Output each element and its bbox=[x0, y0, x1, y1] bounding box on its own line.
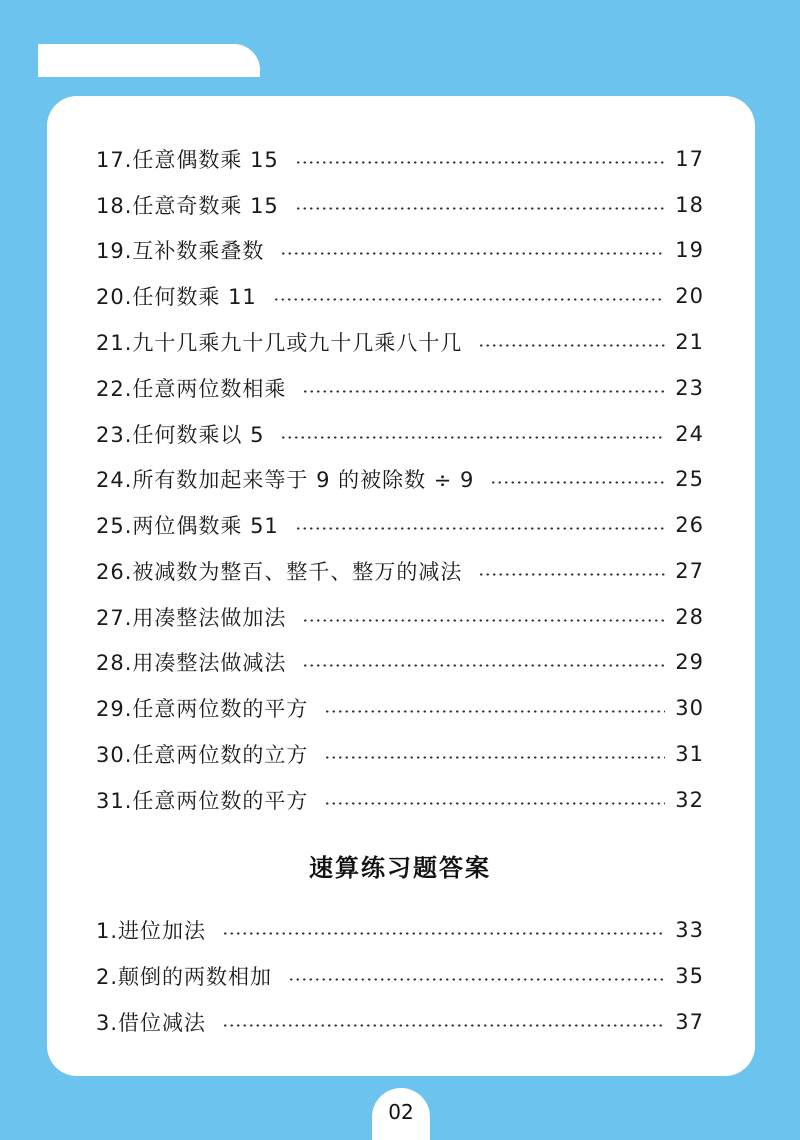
dot-leader bbox=[324, 802, 665, 805]
toc-entry-title: 21.九十几乘九十几或九十几乘八十几 bbox=[96, 331, 463, 355]
toc-entry-page: 29 bbox=[675, 650, 704, 674]
toc-entry[interactable] bbox=[96, 325, 704, 359]
toc-entry[interactable] bbox=[96, 371, 704, 405]
toc-entry-title: 22.任意两位数相乘 bbox=[96, 377, 287, 401]
toc-entry[interactable] bbox=[96, 233, 704, 267]
toc-entry-page: 30 bbox=[675, 696, 704, 720]
toc-entry-page: 21 bbox=[675, 330, 704, 354]
toc-entry-page: 24 bbox=[675, 422, 704, 446]
toc-entry[interactable] bbox=[96, 417, 704, 451]
answer-entry-page: 35 bbox=[675, 964, 704, 988]
answer-entry[interactable] bbox=[96, 913, 704, 947]
toc-entry-page: 19 bbox=[675, 238, 704, 262]
toc-entry[interactable] bbox=[96, 508, 704, 542]
toc-entry-title: 29.任意两位数的平方 bbox=[96, 697, 309, 721]
toc-entry-title: 25.两位偶数乘 51 bbox=[96, 514, 279, 538]
toc-entry-title: 24.所有数加起来等于 9 的被除数 ÷ 9 bbox=[96, 468, 475, 492]
dot-leader bbox=[280, 436, 665, 439]
toc-entry-page: 23 bbox=[675, 376, 704, 400]
toc-entry-title: 20.任何数乘 11 bbox=[96, 285, 257, 309]
toc-entry[interactable] bbox=[96, 188, 704, 222]
dot-leader bbox=[478, 573, 665, 576]
answer-entry-title: 3.借位减法 bbox=[96, 1011, 207, 1035]
toc-entry-page: 26 bbox=[675, 513, 704, 537]
dot-leader bbox=[302, 390, 665, 393]
toc-entry-title: 28.用凑整法做减法 bbox=[96, 651, 287, 675]
toc-entry-page: 28 bbox=[675, 605, 704, 629]
dot-leader bbox=[302, 619, 665, 622]
toc-entry-title: 27.用凑整法做加法 bbox=[96, 606, 287, 630]
dot-leader bbox=[295, 527, 665, 530]
toc-entry-title: 23.任何数乘以 5 bbox=[96, 423, 265, 447]
toc-entry[interactable] bbox=[96, 645, 704, 679]
dot-leader bbox=[302, 664, 665, 667]
answer-entry-page: 37 bbox=[675, 1010, 704, 1034]
answer-entry-title: 1.进位加法 bbox=[96, 919, 207, 943]
answer-entry-title: 2.颠倒的两数相加 bbox=[96, 965, 273, 989]
toc-entry[interactable] bbox=[96, 279, 704, 313]
toc-entry-page: 27 bbox=[675, 559, 704, 583]
dot-leader bbox=[295, 161, 665, 164]
toc-entry-page: 17 bbox=[675, 147, 704, 171]
dot-leader bbox=[280, 252, 665, 255]
toc-entry[interactable] bbox=[96, 783, 704, 817]
dot-leader bbox=[273, 298, 665, 301]
dot-leader bbox=[288, 978, 665, 981]
answer-entry[interactable] bbox=[96, 1005, 704, 1039]
toc-entry[interactable] bbox=[96, 737, 704, 771]
dot-leader bbox=[222, 932, 665, 935]
answer-entry-page: 33 bbox=[675, 918, 704, 942]
toc-entry-page: 32 bbox=[675, 788, 704, 812]
toc-entry-page: 20 bbox=[675, 284, 704, 308]
toc-entry-page: 25 bbox=[675, 467, 704, 491]
dot-leader bbox=[324, 756, 665, 759]
toc-entry-page: 31 bbox=[675, 742, 704, 766]
toc-entry-title: 26.被减数为整百、整千、整万的减法 bbox=[96, 560, 463, 584]
dot-leader bbox=[490, 481, 665, 484]
toc-entry[interactable] bbox=[96, 691, 704, 725]
dot-leader bbox=[324, 710, 665, 713]
toc-entry-title: 17.任意偶数乘 15 bbox=[96, 148, 279, 172]
toc-entry[interactable] bbox=[96, 142, 704, 176]
dot-leader bbox=[222, 1024, 665, 1027]
dot-leader bbox=[295, 207, 665, 210]
dot-leader bbox=[478, 344, 665, 347]
toc-entry[interactable] bbox=[96, 600, 704, 634]
toc-entry-title: 31.任意两位数的平方 bbox=[96, 789, 309, 813]
toc-entry-page: 18 bbox=[675, 193, 704, 217]
toc-entry[interactable] bbox=[96, 554, 704, 588]
toc-entry-title: 19.互补数乘叠数 bbox=[96, 239, 265, 263]
answer-entry[interactable] bbox=[96, 959, 704, 993]
toc-entry[interactable] bbox=[96, 462, 704, 496]
header-tab bbox=[38, 44, 260, 77]
page-number: 02 bbox=[372, 1088, 430, 1140]
toc-entry-title: 30.任意两位数的立方 bbox=[96, 743, 309, 767]
toc-entry-title: 18.任意奇数乘 15 bbox=[96, 194, 279, 218]
answers-section-heading: 速算练习题答案 bbox=[309, 854, 491, 882]
